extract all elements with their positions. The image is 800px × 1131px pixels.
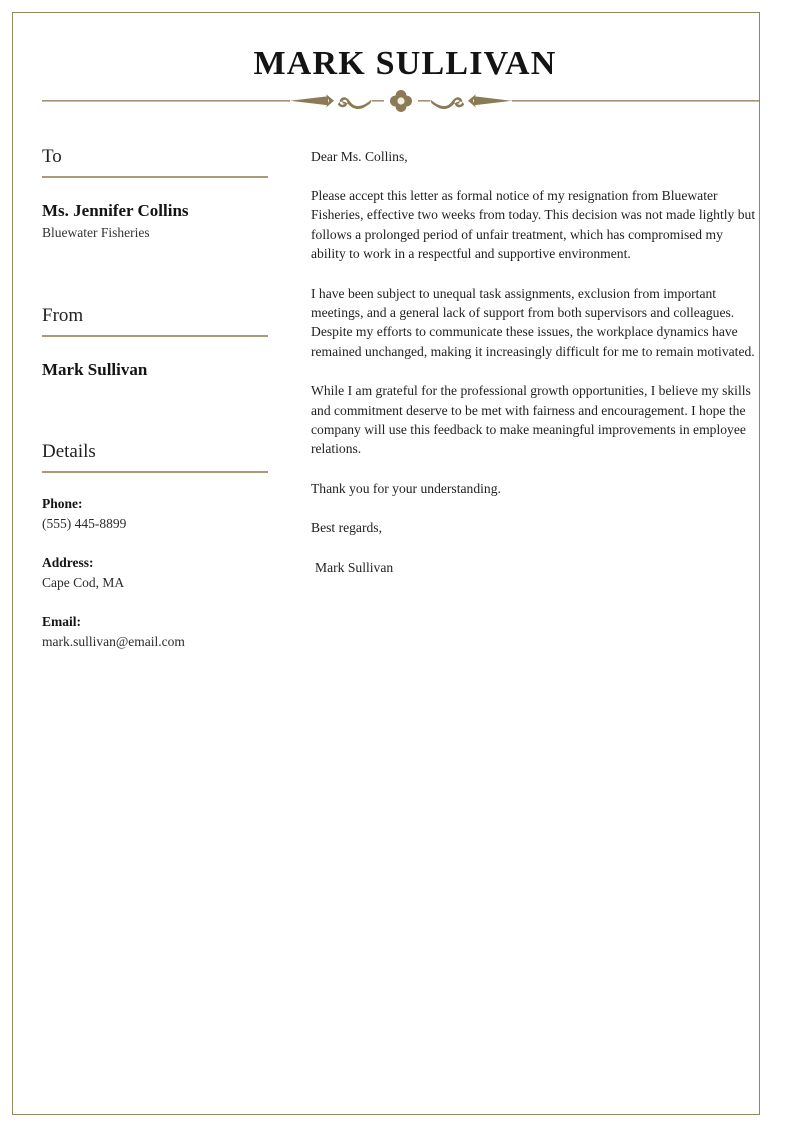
sender-name: Mark Sullivan: [42, 360, 148, 379]
email-value: mark.sullivan@email.com: [42, 634, 185, 649]
sidebar-section-details: [42, 440, 270, 651]
details-heading: Details: [42, 441, 96, 462]
detail-item-address: [42, 554, 270, 592]
email-label: Email:: [42, 614, 81, 629]
from-heading: From: [42, 305, 84, 326]
ornamental-divider: [42, 86, 760, 116]
body-paragraph-2: I have been subject to unequal task assignments, exclusion from important meetings, and a general lack of support from both supervisors and colleagues. Despite my efforts to communicate these issues, the workplace dynamics have remained unchanged, making it increasingly difficult for me to remain motivated.: [311, 285, 755, 359]
letter-header: [42, 44, 760, 84]
phone-value: (555) 445-8899: [42, 516, 127, 531]
sidebar-section-from: [42, 304, 270, 381]
detail-item-email: [42, 613, 270, 651]
sidebar: [42, 145, 270, 651]
recipient-company: Bluewater Fisheries: [42, 225, 150, 240]
recipient-name: Ms. Jennifer Collins: [42, 201, 189, 220]
sidebar-section-to: [42, 145, 270, 242]
from-rule: [42, 335, 268, 337]
salutation: Dear Ms. Collins,: [311, 149, 408, 164]
details-rule: [42, 471, 268, 473]
body-paragraph-1: Please accept this letter as formal notice of my resignation from Bluewater Fisheries, effective two weeks from today. This decision was not made lightly but follows a prolonged period of unfair treatment, which has compromised my ability to work in a respectful and supportive environment.: [311, 188, 756, 262]
page-title: MARK SULLIVAN: [253, 45, 557, 82]
letter-body: [311, 147, 760, 577]
detail-item-phone: [42, 495, 270, 533]
signature-name: Mark Sullivan: [315, 559, 394, 575]
closing-line: Best regards,: [311, 519, 382, 535]
to-heading: To: [42, 146, 62, 167]
thank-you-line: Thank you for your understanding.: [311, 480, 501, 496]
address-label: Address:: [42, 555, 94, 570]
phone-label: Phone:: [42, 496, 83, 511]
body-paragraph-3: While I am grateful for the professional growth opportunities, I believe my skills and commitment deserve to be met with fairness and encouragement. I hope the company will use this feedback to make meaningful improvements in employee relations.: [311, 383, 751, 457]
to-rule: [42, 176, 268, 178]
address-value: Cape Cod, MA: [42, 575, 125, 590]
